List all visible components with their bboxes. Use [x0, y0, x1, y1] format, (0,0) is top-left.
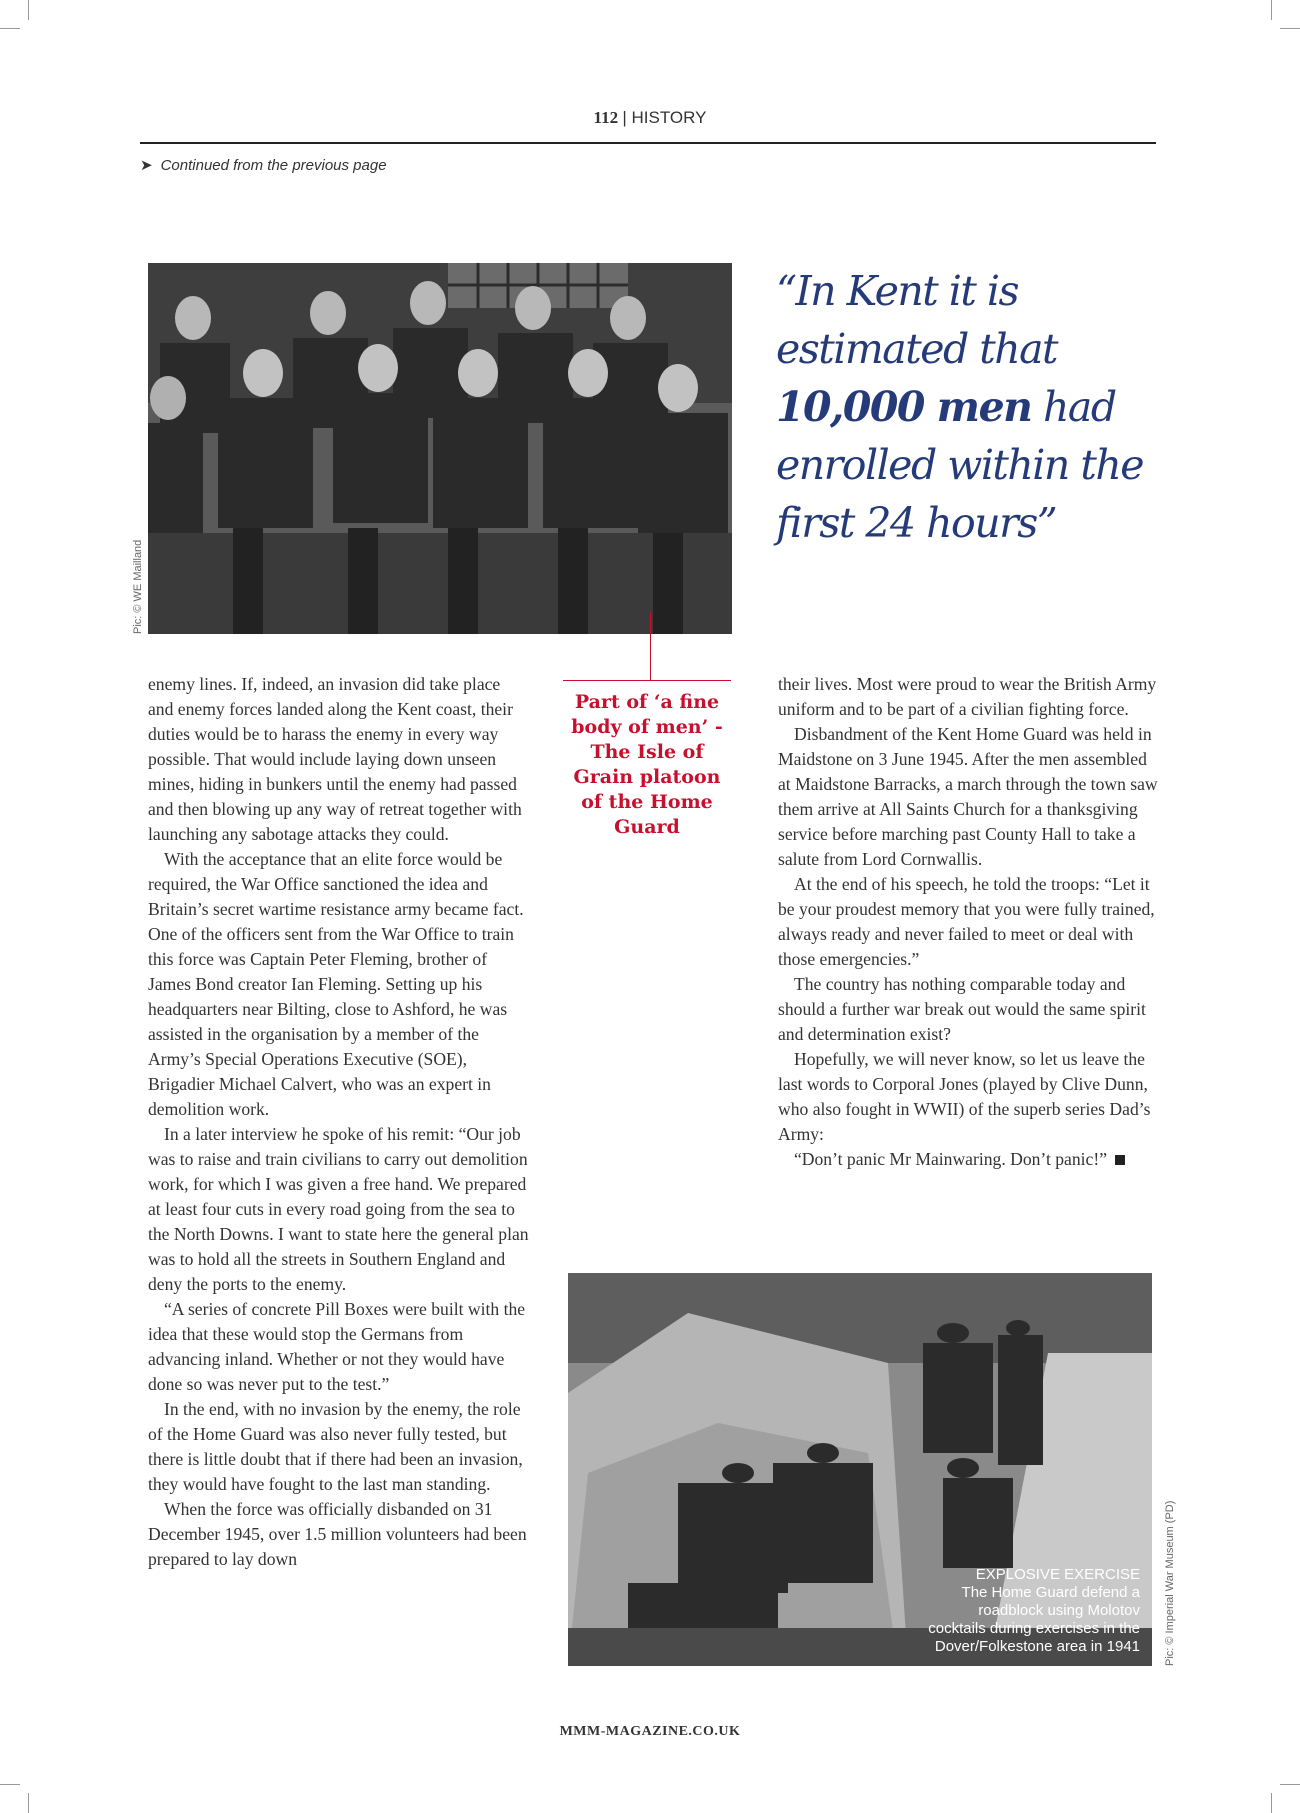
- crop-mark: [1271, 0, 1272, 20]
- caption-rule: [563, 680, 731, 681]
- photo1-credit: Pic: © WE Mailland: [132, 539, 144, 634]
- end-mark-icon: [1115, 1155, 1125, 1165]
- photo2-caption-line: The Home Guard defend a: [961, 1584, 1140, 1601]
- pull-quote-start: “In Kent it is estimated that: [776, 267, 1058, 373]
- photo2-caption: [928, 1566, 1140, 1656]
- crop-mark: [0, 28, 20, 29]
- photo2-caption-line: Dover/Folkestone area in 1941: [934, 1638, 1140, 1655]
- crop-mark: [1271, 1793, 1272, 1813]
- continued-text: Continued from the previous page: [160, 157, 387, 174]
- photo2-caption-line: roadblock using Molotov: [978, 1602, 1140, 1619]
- pull-quote-highlight: 10,000 men: [776, 383, 1032, 431]
- pull-quote: [776, 262, 1156, 552]
- photo2-caption-line: cocktails during exercises in the: [928, 1620, 1140, 1637]
- photo1-caption: Part of ‘a fine body of men’ - The Isle of Grain platoon of the Home Guard: [571, 691, 723, 838]
- crop-mark: [0, 1784, 20, 1785]
- paragraph: When the force was officially disbanded on 31 December 1945, over 1.5 million volunteers had been prepared to lay down: [148, 1499, 527, 1569]
- crop-mark: [1280, 1784, 1300, 1785]
- paragraph: enemy lines. If, indeed, an invasion did take place and enemy forces landed along the Kent coast, their duties would be to harass the enemy in every way possible. That would include laying down unseen mines, hiding in bunkers until the enemy had passed and then blowing up any way of retreat together with launching any sabotage attacks they could.: [148, 674, 522, 844]
- page-header: [0, 108, 1300, 128]
- paragraph: “A series of concrete Pill Boxes were built with the idea that these would stop the Germans from advancing inland. Whether or not they would have done so was never put to the test.”: [148, 1299, 526, 1394]
- photo2-credit: Pic: © Imperial War Museum (PD): [1164, 1500, 1176, 1666]
- exercise-photo: [568, 1273, 1152, 1666]
- section-title: HISTORY: [631, 108, 707, 127]
- continued-note: [140, 156, 387, 174]
- paragraph: The country has nothing comparable today and should a further war break out would the same spirit and determination exist?: [778, 974, 1146, 1044]
- arrow-icon: ➤: [140, 157, 153, 174]
- body-column-right: [778, 672, 1158, 1172]
- crop-mark: [28, 1793, 29, 1813]
- crop-mark: [28, 0, 29, 20]
- paragraph: In a later interview he spoke of his remit: “Our job was to raise and train civilians to carry out demolition work, for which I was given a free hand. We prepared at least four cuts in every road going from the sea to the North Downs. I want to state here the general plan was to hold all the streets in Southern England and deny the ports to the enemy.: [148, 1124, 529, 1294]
- photo2-caption-heading: EXPLOSIVE EXERCISE: [975, 1566, 1140, 1583]
- paragraph: their lives. Most were proud to wear the British Army uniform and to be part of a civilian fighting force.: [778, 674, 1157, 719]
- platoon-photo: [148, 263, 732, 634]
- body-column-left: [148, 672, 530, 1572]
- paragraph: With the acceptance that an elite force would be required, the War Office sanctioned the idea and Britain’s secret wartime resistance army became fact. One of the officers sent from the War Office to train this force was Captain Peter Fleming, brother of James Bond creator Ian Fleming. Setting up his headquarters near Bilting, close to Ashford, he was assisted in the organisation by a member of the Army’s Special Operations Executive (SOE), Brigadier Michael Calvert, who was an expert in demolition work.: [148, 849, 524, 1119]
- page-number: 112: [593, 108, 619, 127]
- paragraph-final: [778, 1147, 1158, 1172]
- closing-quote: “Don’t panic Mr Mainwaring. Don’t panic!”: [794, 1149, 1108, 1169]
- platoon-photo-illustration: [148, 263, 732, 634]
- header-rule: [140, 142, 1156, 144]
- caption-pointer-line: [650, 612, 651, 680]
- paragraph: At the end of his speech, he told the troops: “Let it be your proudest memory that you were fully trained, always ready and never failed to meet or deal with those emergencies.”: [778, 874, 1155, 969]
- pull-quote-end: had enrolled within the first 24 hours”: [776, 383, 1144, 547]
- page-footer: MMM-MAGAZINE.CO.UK: [559, 1724, 741, 1739]
- paragraph: Hopefully, we will never know, so let us leave the last words to Corporal Jones (played by Clive Dunn, who also fought in WWII) of the superb series Dad’s Army:: [778, 1049, 1151, 1144]
- header-separator: |: [622, 108, 632, 127]
- paragraph: In the end, with no invasion by the enemy, the role of the Home Guard was also never fully tested, but there is little doubt that if there had been an invasion, they would have fought to the last man standing.: [148, 1399, 523, 1494]
- crop-mark: [1280, 28, 1300, 29]
- paragraph: Disbandment of the Kent Home Guard was held in Maidstone on 3 June 1945. After the men assembled at Maidstone Barracks, a march through the town saw them arrive at All Saints Church for a thanksgiving service before marching past County Hall to take a salute from Lord Cornwallis.: [778, 724, 1158, 869]
